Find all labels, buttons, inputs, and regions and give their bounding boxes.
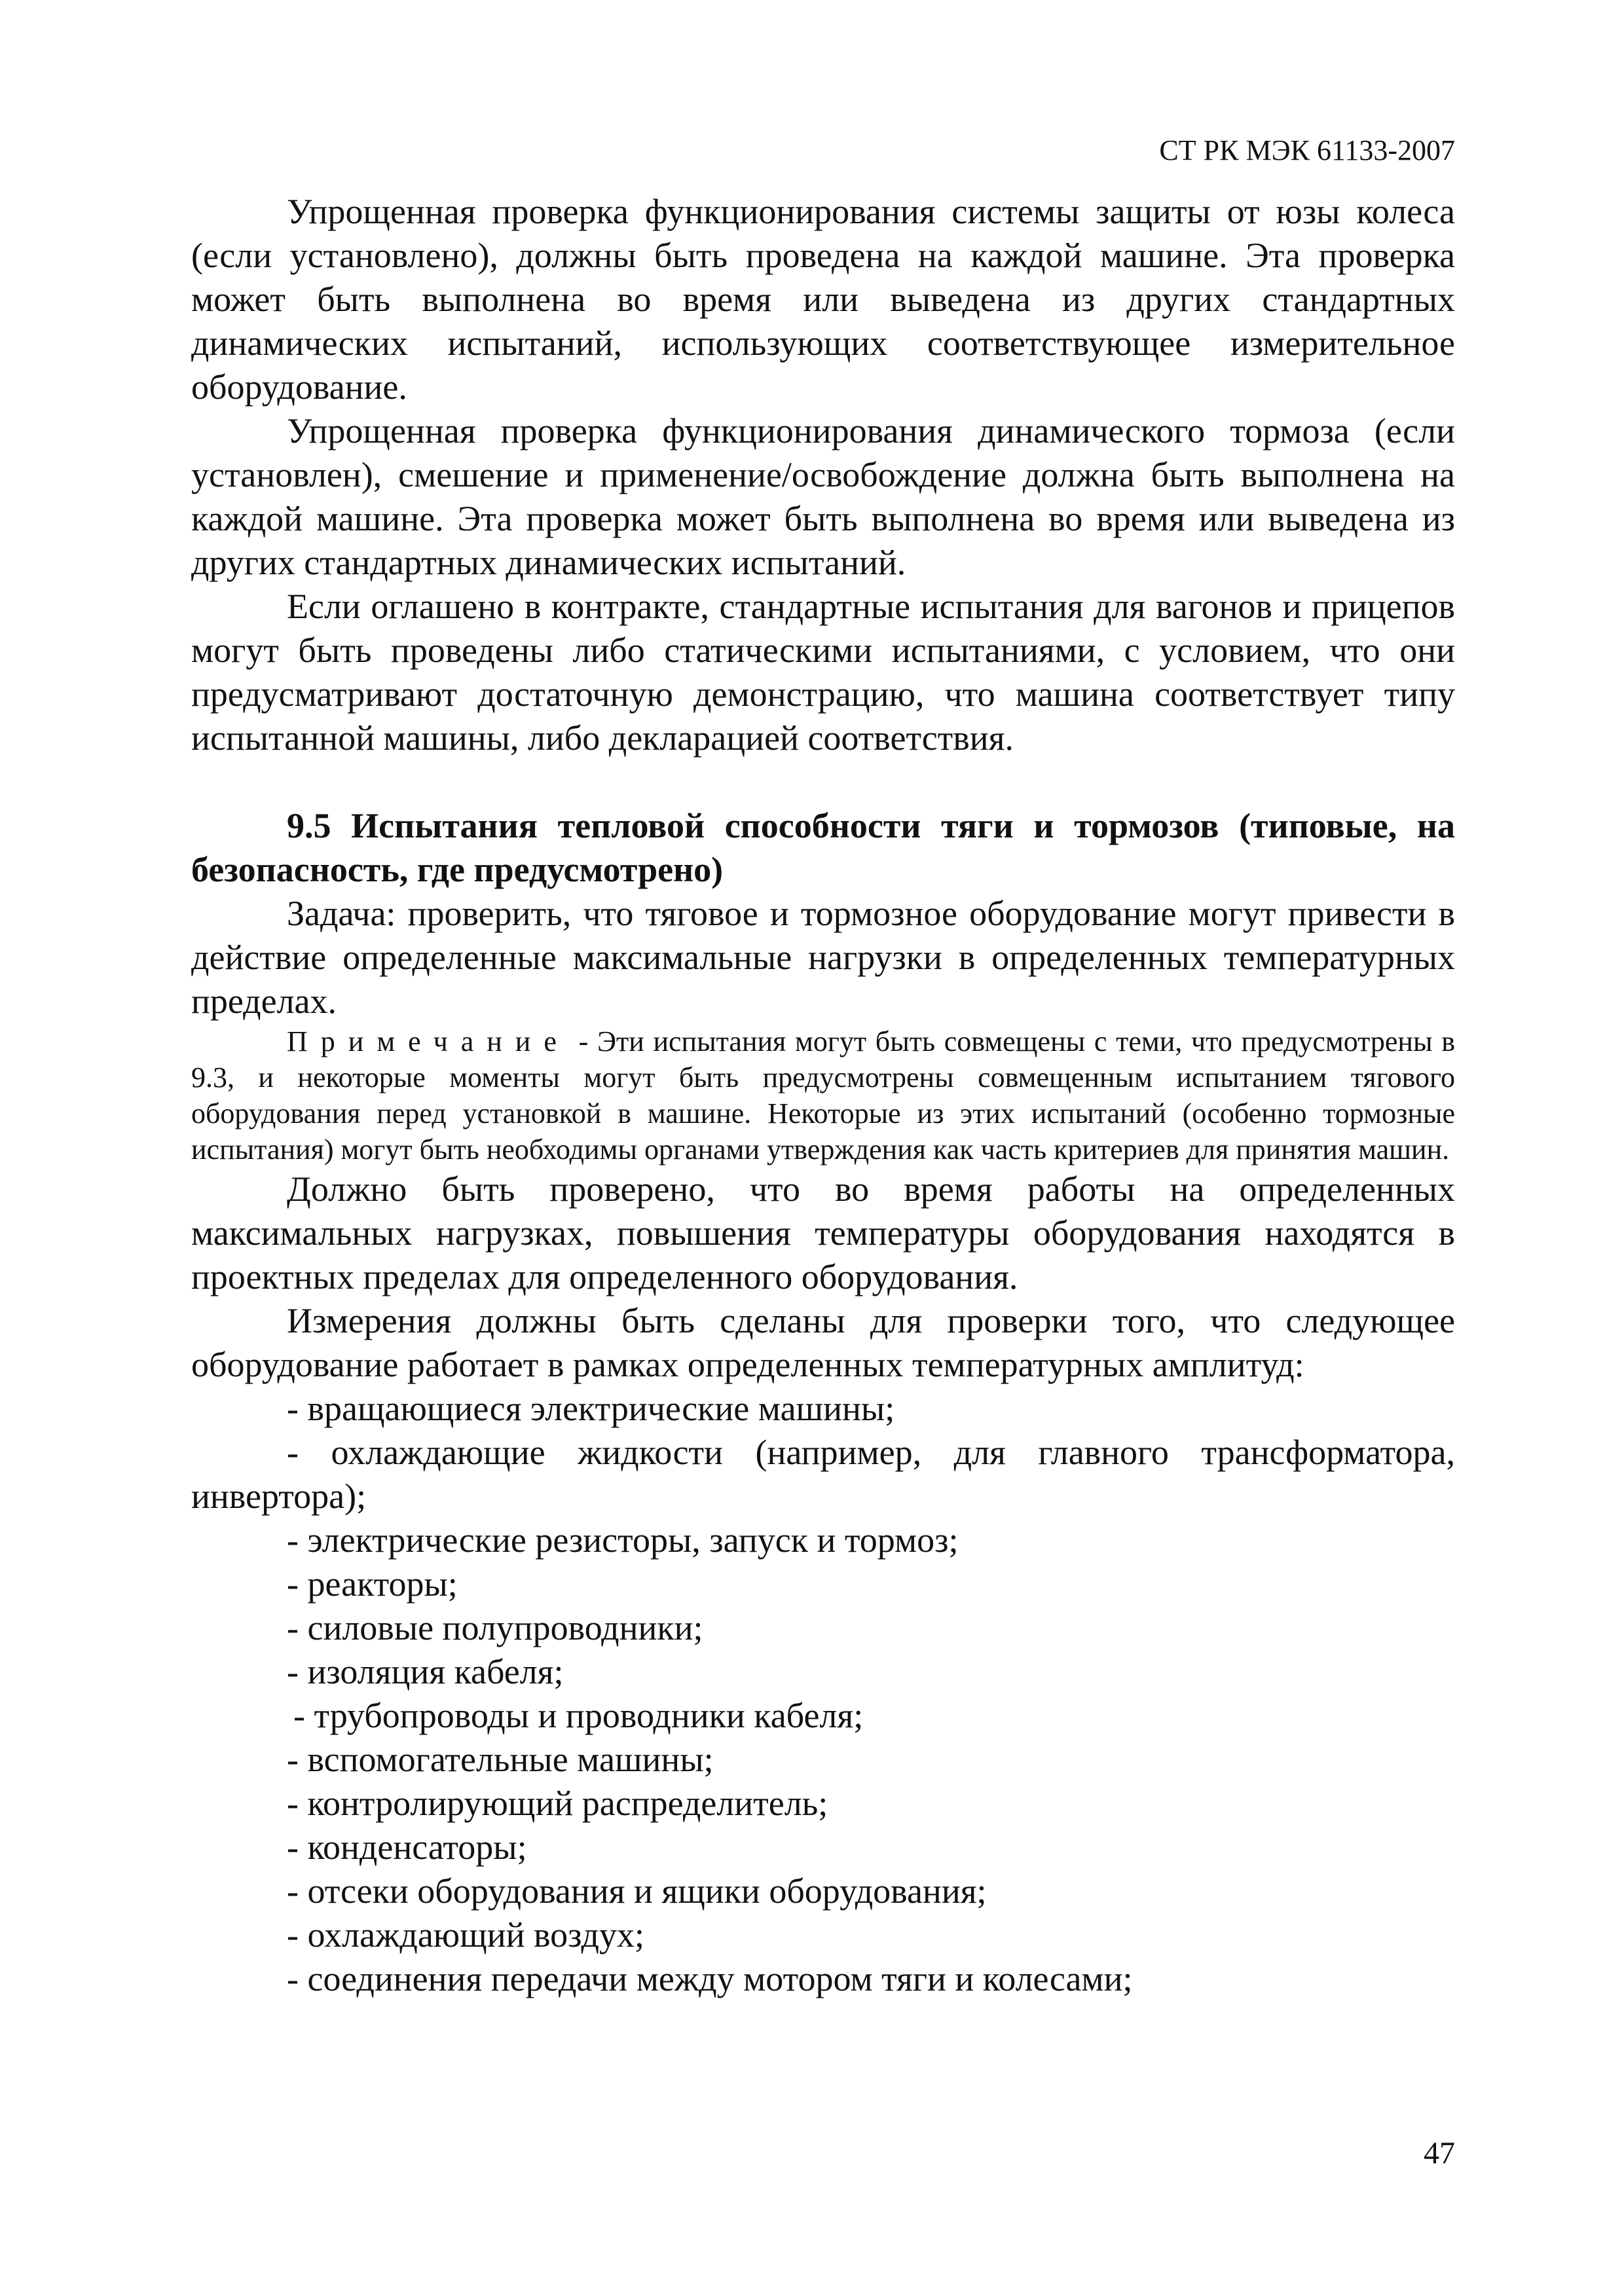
list-item: - охлаждающие жидкости (например, для главного трансформатора, инвертора); [191, 1433, 1455, 1516]
note-label: Примечание [287, 1025, 570, 1057]
list-item: - контролирующий распределитель; [287, 1784, 828, 1823]
list-item: - силовые полупроводники; [287, 1608, 703, 1647]
list-item: - реакторы; [287, 1564, 458, 1604]
list-item: - конденсаторы; [287, 1827, 527, 1867]
page-number: 47 [1424, 2136, 1455, 2171]
list-item: - электрические резисторы, запуск и тормоз; [287, 1520, 959, 1560]
list-item: - охлаждающий воздух; [287, 1915, 644, 1955]
section-spacer [191, 760, 1455, 804]
paragraph-contract-tests: Если оглашено в контракте, стандартные испытания для вагонов и прицепов могут быть проведены либо статическими испытаниями, с условием, что они предусматривают достаточную демонстрацию, что машина соответствует типу испытанной машины, либо декларацией соответствия. [191, 587, 1455, 758]
list-item: - соединения передачи между мотором тяги и колесами; [287, 1959, 1133, 1998]
section-heading: 9.5 Испытания тепловой способности тяги и тормозов (типовые, на безопасность, где предусмотрено) [191, 806, 1455, 889]
list-item: - изоляция кабеля; [287, 1652, 564, 1691]
paragraph-dynamic-brake-check: Упрощенная проверка функционирования динамического тормоза (если установлен), смешение и применение/освобождение должна быть выполнена на каждой машине. Эта проверка может быть выполнена во время или выведена из других стандартных динамических испытаний. [191, 411, 1455, 582]
paragraph-antiskid-check: Упрощенная проверка функционирования системы защиты от юзы колеса (если установлено), должны быть проведена на каждой машине. Эта проверка может быть выполнена во время или выведена из других стандартных динамических испытаний, использующих соответствующее измерительное оборудование. [191, 192, 1455, 407]
equipment-list [191, 1387, 1455, 2001]
document-body [191, 190, 1455, 2001]
paragraph-temperature-check: Должно быть проверено, что во время работы на определенных максимальных нагрузках, повышения температуры оборудования находятся в проектных пределах для определенного оборудования. [191, 1169, 1455, 1296]
paragraph-task: Задача: проверить, что тяговое и тормозное оборудование могут привести в действие определенные максимальные нагрузки в определенных температурных пределах. [191, 894, 1455, 1021]
list-item: - вспомогательные машины; [287, 1740, 714, 1779]
note-text: - Эти испытания могут быть совмещены с теми, что предусмотрены в 9.3, и некоторые моменты могут быть предусмотрены совмещенным испытанием тягового оборудования перед установкой в машине. Некоторые из этих испытаний (особенно тормозные испытания) могут быть необходимы органами утверждения как часть критериев для принятия машин. [191, 1025, 1456, 1166]
document-code-header: СТ РК МЭК 61133-2007 [1159, 134, 1455, 166]
list-item: - трубопроводы и проводники кабеля; [293, 1696, 864, 1735]
note-block [191, 1023, 1455, 1167]
list-item: - отсеки оборудования и ящики оборудования; [287, 1871, 987, 1911]
paragraph-measurements: Измерения должны быть сделаны для проверки того, что следующее оборудование работает в рамках определенных температурных амплитуд: [191, 1301, 1455, 1384]
list-item: - вращающиеся электрические машины; [287, 1389, 895, 1428]
